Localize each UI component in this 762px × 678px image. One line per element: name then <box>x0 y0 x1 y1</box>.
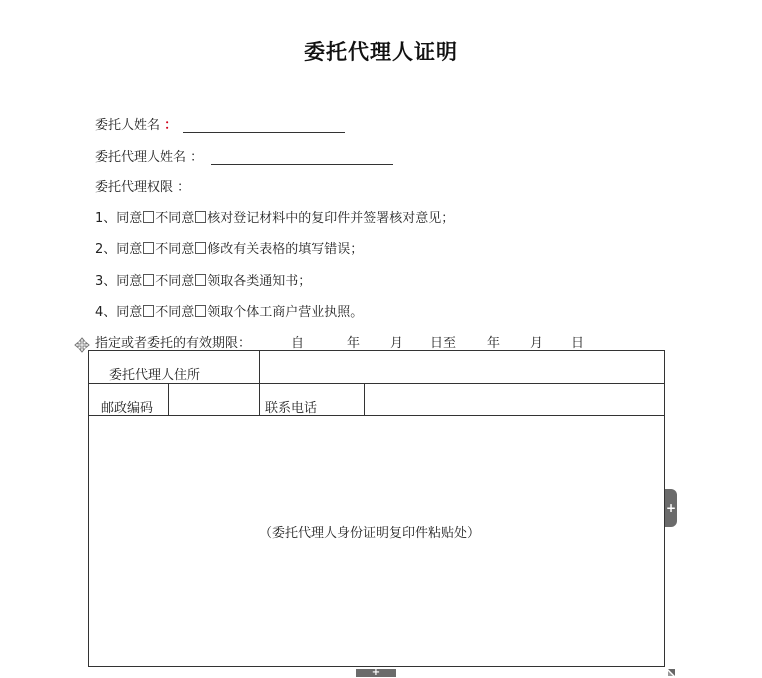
table-col-divider <box>259 351 260 415</box>
agent-name-blank[interactable] <box>211 152 393 165</box>
validity-day2: 日 <box>571 336 585 351</box>
item-agree-text: 1、同意 <box>95 211 143 226</box>
item-disagree-text: 不同意 <box>155 242 195 257</box>
table-resize-icon[interactable] <box>667 668 676 677</box>
info-table <box>88 350 665 667</box>
authority-item-1 <box>95 207 454 226</box>
item-agree-text: 2、同意 <box>95 242 143 257</box>
item-description: 领取各类通知书； <box>207 274 312 289</box>
postcode-label: 邮政编码 <box>101 401 154 416</box>
validity-day-to: 日至 <box>430 336 457 351</box>
principal-name-line <box>95 114 345 133</box>
item-disagree-text: 不同意 <box>155 274 195 289</box>
principal-name-blank[interactable] <box>183 120 345 133</box>
authority-item-2 <box>95 238 363 257</box>
validity-from: 自 <box>291 336 305 351</box>
agent-name-label: 委托代理人姓名 ： <box>95 150 204 165</box>
disagree-checkbox[interactable] <box>195 274 206 286</box>
table-col-divider <box>168 383 169 415</box>
table-row-divider <box>89 383 664 384</box>
item-agree-text: 4、同意 <box>95 305 143 320</box>
agree-checkbox[interactable] <box>143 274 154 286</box>
phone-label: 联系电话 <box>265 401 318 416</box>
item-agree-text: 3、同意 <box>95 274 143 289</box>
address-label: 委托代理人住所 <box>109 368 201 383</box>
validity-year2: 年 <box>487 336 501 351</box>
principal-name-label: 委托人姓名 <box>95 118 161 133</box>
agree-checkbox[interactable] <box>143 211 154 223</box>
authority-item-4 <box>95 301 363 320</box>
agent-name-line <box>95 146 393 165</box>
add-column-button[interactable]: + <box>665 489 677 527</box>
authority-item-3 <box>95 270 311 289</box>
table-row-divider <box>89 415 664 416</box>
add-row-button[interactable]: + <box>356 669 396 677</box>
agree-checkbox[interactable] <box>143 242 154 254</box>
authority-label: 委托代理权限 ： <box>95 180 191 195</box>
table-col-divider <box>364 383 365 415</box>
item-description: 修改有关表格的填写错误； <box>207 242 364 257</box>
validity-month1: 月 <box>390 336 404 351</box>
validity-year1: 年 <box>347 336 361 351</box>
validity-line <box>95 332 695 351</box>
item-disagree-text: 不同意 <box>155 211 195 226</box>
item-description: 领取个体工商户营业执照。 <box>207 305 364 320</box>
validity-label: 指定或者委托的有效期限： <box>95 336 252 351</box>
id-copy-placeholder: （委托代理人身份证明复印件粘贴处） <box>259 526 481 541</box>
document-title: 委托代理人证明 <box>304 39 458 64</box>
disagree-checkbox[interactable] <box>195 305 206 317</box>
agree-checkbox[interactable] <box>143 305 154 317</box>
disagree-checkbox[interactable] <box>195 242 206 254</box>
disagree-checkbox[interactable] <box>195 211 206 223</box>
item-description: 核对登记材料中的复印件并签署核对意见； <box>207 211 455 226</box>
item-disagree-text: 不同意 <box>155 305 195 320</box>
validity-month2: 月 <box>530 336 544 351</box>
principal-name-colon: ： <box>164 118 178 133</box>
